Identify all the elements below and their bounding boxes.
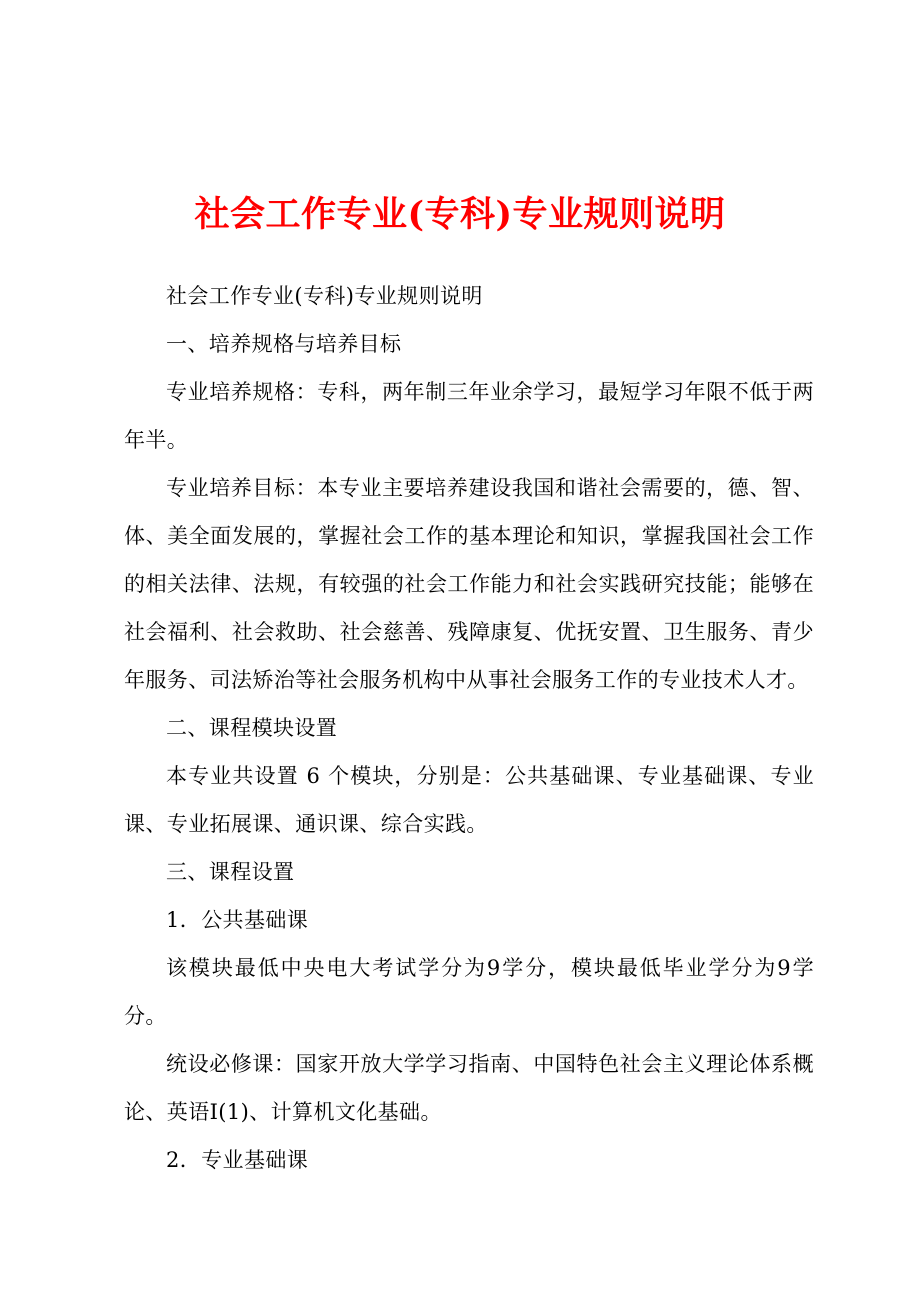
document-body (124, 272, 814, 1184)
document-title: 社会工作专业(专科)专业规则说明 (194, 194, 726, 235)
paragraph-required-courses: 统设必修课：国家开放大学学习指南、中国特色社会主义理论体系概论、英语Ⅰ(1)、计算机文化基础。 (124, 1052, 814, 1124)
paragraph-credits: 该模块最低中央电大考试学分为9学分，模块最低毕业学分为9学分。 (124, 956, 814, 1028)
section-heading-1: 一、培养规格与培养目标 (166, 332, 402, 356)
paragraph-subtitle: 社会工作专业(专科)专业规则说明 (166, 284, 483, 308)
paragraph-training-goal: 专业培养目标：本专业主要培养建设我国和谐社会需要的，德、智、体、美全面发展的，掌握社会工作的基本理论和知识，掌握我国社会工作的相关法律、法规，有较强的社会工作能力和社会实践研究技能；能够在社会福利、社会救助、社会慈善、残障康复、优抚安置、卫生服务、青少年服务、司法矫治等社会服务机构中从事社会服务工作的专业技术人才。 (124, 476, 814, 692)
section-heading-2: 二、课程模块设置 (166, 716, 338, 740)
subsection-heading-1: 1．公共基础课 (166, 908, 309, 932)
subsection-heading-2: 2．专业基础课 (166, 1148, 309, 1172)
paragraph-modules: 本专业共设置 6 个模块，分别是：公共基础课、专业基础课、专业课、专业拓展课、通识课、综合实践。 (124, 764, 814, 836)
section-heading-3: 三、课程设置 (166, 860, 295, 884)
paragraph-training-spec: 专业培养规格：专科，两年制三年业余学习，最短学习年限不低于两年半。 (124, 380, 814, 452)
